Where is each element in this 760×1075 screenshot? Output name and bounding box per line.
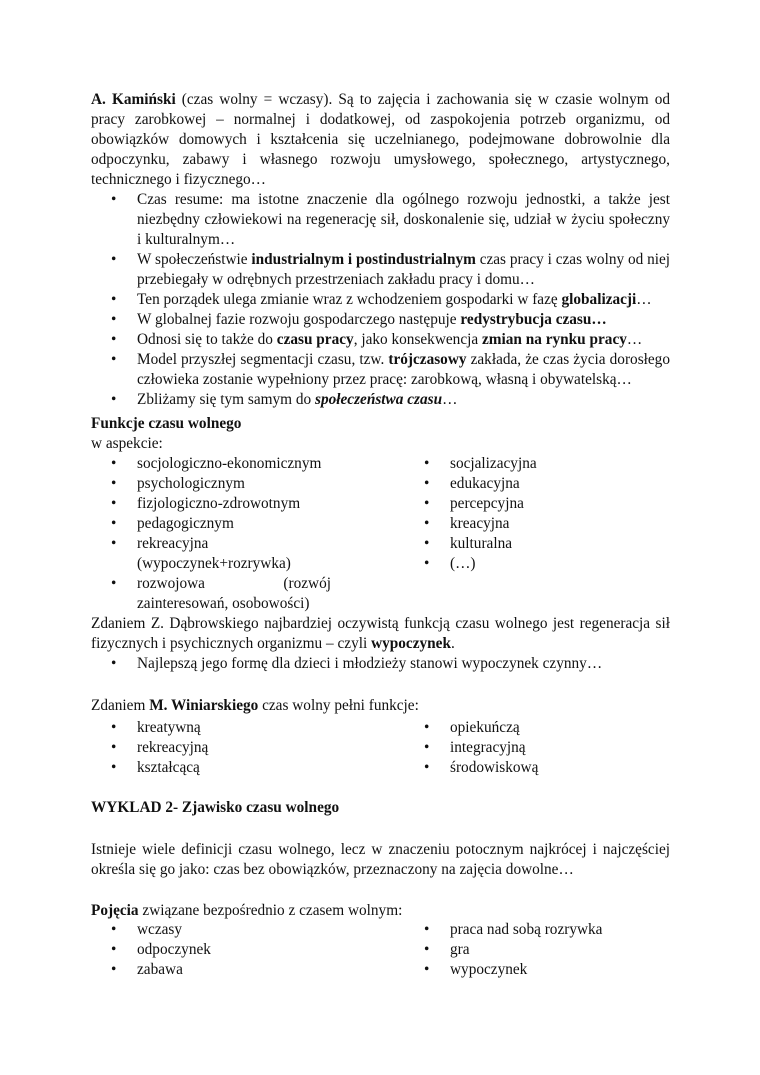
emphasized-text: zmian na rynku pracy <box>481 331 627 348</box>
list-item: • kształcącą <box>91 758 391 778</box>
list-item: • rekreacyjna (wypoczynek+rozrywka) <box>91 534 327 574</box>
text-run: Zbliżamy się tym samym do <box>137 391 316 408</box>
emphasized-text: A. Kamiński <box>91 91 176 108</box>
emphasized-text: wypoczynek <box>371 635 451 652</box>
emphasized-text: industrialnym i postindustrialnym <box>251 251 476 268</box>
list-item <box>91 190 670 250</box>
text-run: Ten porządek ulega zmianie wraz z wchodzeniem gospodarki w fazę <box>137 291 562 308</box>
list-item: • psychologicznym <box>91 474 367 494</box>
list-item: • rekreacyjną <box>91 738 391 758</box>
list-item: • integracyjną <box>404 738 664 758</box>
text-run: czas pracy i czas wolny od niej przebiegały w odrębnych przestrzeniach zakładu pracy i domu… <box>137 251 671 288</box>
list-item: • kulturalna <box>404 534 664 554</box>
emphasized-text: społeczeństwa czasu <box>315 391 443 408</box>
list-item <box>91 250 670 290</box>
list-item: • opiekuńczą <box>404 718 664 738</box>
list-item: • praca nad sobą rozrywka <box>404 920 664 940</box>
text-run: … <box>636 291 652 308</box>
text-run: . <box>450 635 455 652</box>
text-run: Czas resume: ma istotne znaczenie dla ogólnego rozwoju jednostki, a także jest niezbędny człowiekowi na regenerację sił, doskonalenie się, udział w życiu społeczny i kulturalnym… <box>137 191 670 248</box>
emphasized-text: globalizacji <box>561 291 637 308</box>
list-item: • środowiskową <box>404 758 664 778</box>
list-item: • (…) <box>404 554 664 574</box>
subheading-aspekt: w aspekcie: <box>91 435 163 452</box>
text-run: … <box>626 331 643 348</box>
list-item: • Najlepszą jego formę dla dzieci i młodzieży stanowi wypoczynek czynny… <box>91 654 670 674</box>
text-run: czas wolny pełni funkcje: <box>258 697 419 714</box>
list-item: • gra <box>404 940 664 960</box>
list-item: • zabawa <box>91 960 391 980</box>
list-item: • pedagogicznym <box>91 514 367 534</box>
text-run: zakłada, że czas życia dorosłego człowieka zostanie wypełniony przez pracę: zarobkową, własną i obywatelską… <box>137 351 670 388</box>
list-item <box>91 390 670 410</box>
emphasized-text: redystrybucja czasu… <box>460 311 607 328</box>
list-item: • odpoczynek <box>91 940 391 960</box>
text-run: Model przyszłej segmentacji czasu, tzw. <box>137 351 389 368</box>
list-item: • socjalizacyjna <box>404 454 664 474</box>
pojecia-intro <box>91 901 670 921</box>
text-run: … <box>442 391 458 408</box>
list-item: • socjologiczno-ekonomicznym <box>91 454 367 474</box>
list-item: • fizjologiczno-zdrowotnym <box>91 494 367 514</box>
text-run: Odnosi się to także do <box>137 331 277 348</box>
list-item: • rozwojowa (rozwój zainteresowań, osobowości) <box>91 574 331 614</box>
emphasized-text: Pojęcia <box>91 902 139 919</box>
text-run: , jako konsekwencja <box>353 331 482 348</box>
list-item: • kreatywną <box>91 718 391 738</box>
text-run: Zdaniem Z. Dąbrowskiego najbardziej oczywistą funkcją czasu wolnego jest regeneracja sił fizycznych i psychicznych organizmu – czyli <box>91 615 670 652</box>
text-run: związane bezpośrednio z czasem wolnym: <box>138 902 403 919</box>
text-run: (czas wolny = wczasy). Są to zajęcia i zachowania się w czasie wolnym od pracy zarobkowej – normalnej i dodatkowej, od zaspokojenia potrzeb organizmu, od obowiązków domowych i kształcenia się uczelnianego, podejmowane dobrowolnie dla odpoczynku, zabawy i własnego rozwoju umysłowego, społecznego, artystycznego, technicznego i fizycznego… <box>91 91 670 188</box>
list-item <box>91 290 670 310</box>
text-run: W społeczeństwie <box>137 251 252 268</box>
bullet-list-kaminski <box>91 190 670 410</box>
section-heading-funkcje: Funkcje czasu wolnego <box>91 415 242 432</box>
section-heading-wyklad2: WYKLAD 2- Zjawisko czasu wolnego <box>91 799 340 816</box>
wyklad2-paragraph: Istnieje wiele definicji czasu wolnego, lecz w znaczeniu potocznym najkrócej i najczęściej określa się go jako: czas bez obowiązków, przeznaczony na zajęcia dowolne… <box>91 841 670 878</box>
list-item: • wypoczynek <box>404 960 664 980</box>
emphasized-text: M. Winiarskiego <box>149 697 259 714</box>
list-item: • edukacyjna <box>404 474 664 494</box>
list-item <box>91 350 670 390</box>
emphasized-text: czasu pracy <box>276 331 354 348</box>
dabrowski-paragraph <box>91 614 670 654</box>
text-run: Zdaniem <box>91 697 150 714</box>
list-item: • wczasy <box>91 920 391 940</box>
list-item <box>91 330 670 350</box>
winiarski-intro <box>91 696 670 716</box>
list-item: • percepcyjna <box>404 494 664 514</box>
emphasized-text: trójczasowy <box>388 351 467 368</box>
intro-paragraph <box>91 90 670 190</box>
list-item <box>91 310 670 330</box>
list-item: • kreacyjna <box>404 514 664 534</box>
text-run: W globalnej fazie rozwoju gospodarczego następuje <box>137 311 461 328</box>
